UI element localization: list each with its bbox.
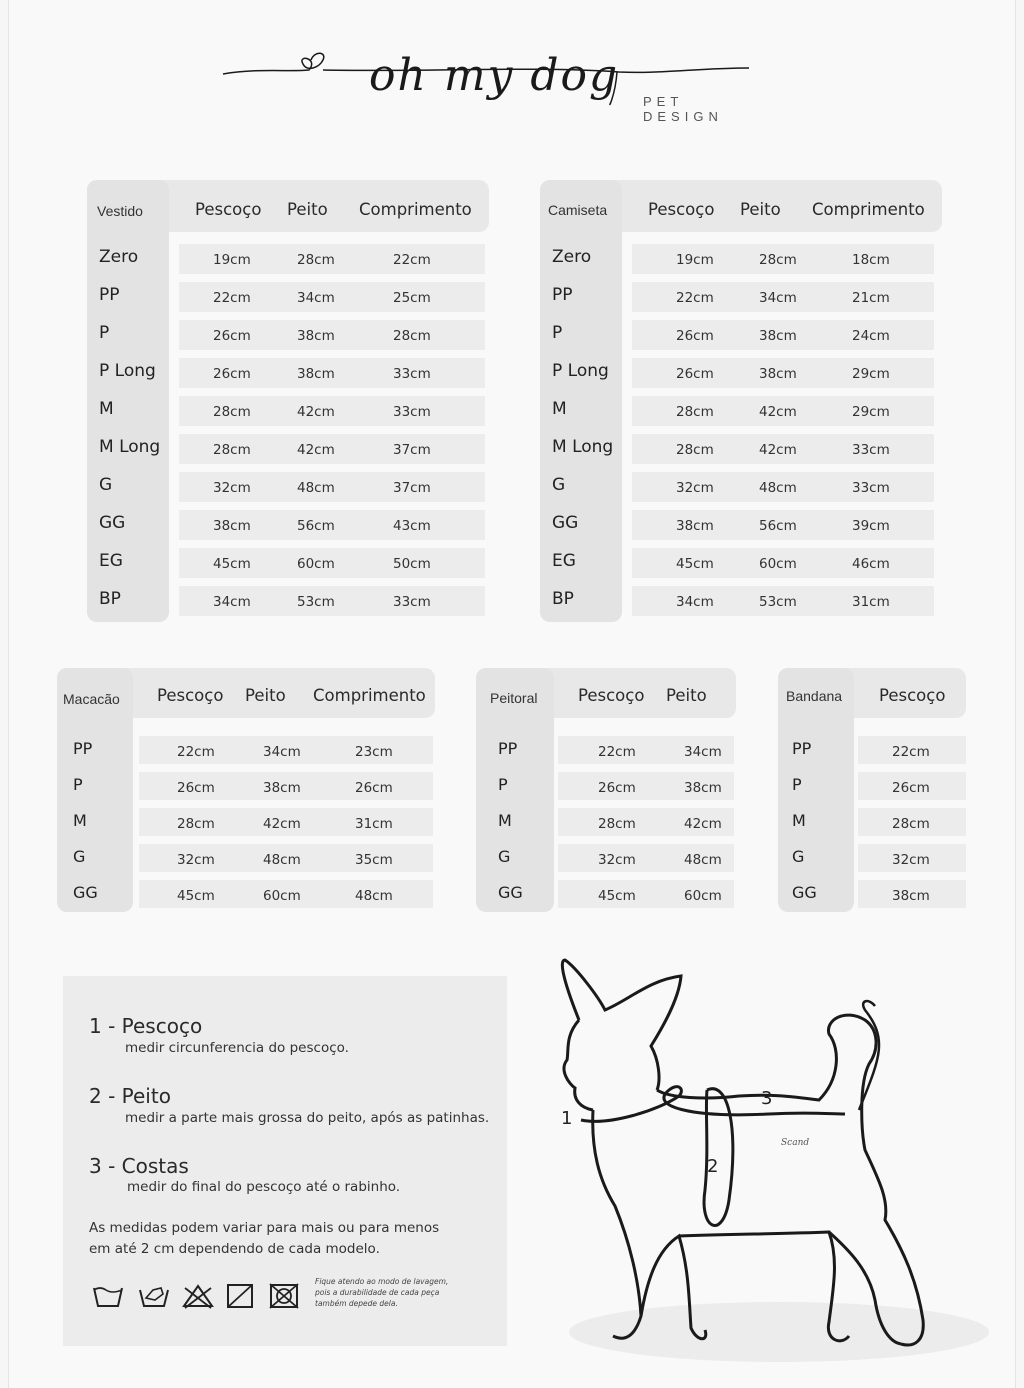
size-cell: 34cm (263, 744, 301, 760)
size-chart-page (8, 0, 1016, 1388)
size-cell: 37cm (393, 480, 431, 496)
size-cell: 33cm (852, 442, 890, 458)
table-title: Bandana (786, 688, 843, 704)
size-cell: 26cm (892, 780, 930, 796)
size-label: P (73, 775, 83, 794)
size-cell: 26cm (213, 328, 251, 344)
no-tumble-dry-icon (267, 1282, 301, 1314)
size-label: G (99, 475, 113, 495)
size-cell: 21cm (852, 290, 890, 306)
variation-note-line-2: em até 2 cm dependendo de cada modelo. (89, 1241, 380, 1257)
brand-tagline: PET DESIGN (643, 94, 723, 124)
size-label: M (792, 811, 806, 830)
size-label: GG (792, 883, 817, 902)
size-cell: 32cm (177, 852, 215, 868)
header-pescoco: Pescoço (648, 200, 715, 219)
size-cell: 29cm (852, 404, 890, 420)
size-cell: 46cm (852, 556, 890, 572)
size-cell: 38cm (684, 780, 722, 796)
bandana-size-table (778, 668, 966, 912)
size-cell: 34cm (759, 290, 797, 306)
peitoral-size-table (476, 668, 736, 912)
size-cell: 19cm (676, 252, 714, 268)
size-cell: 31cm (355, 816, 393, 832)
size-cell: 28cm (892, 816, 930, 832)
size-cell: 60cm (297, 556, 335, 572)
size-cell: 22cm (676, 290, 714, 306)
table-title: Macacão (63, 691, 120, 707)
size-label: PP (792, 739, 812, 758)
size-cell: 42cm (297, 404, 335, 420)
size-cell: 22cm (177, 744, 215, 760)
size-cell: 38cm (892, 888, 930, 904)
header-pescoco: Pescoço (157, 686, 224, 705)
size-cell: 60cm (263, 888, 301, 904)
step-1-title: 1 - Pescoço (89, 1014, 203, 1038)
size-cell: 39cm (852, 518, 890, 534)
header-pescoco: Pescoço (195, 200, 262, 219)
size-label: GG (73, 883, 98, 902)
size-cell: 38cm (759, 328, 797, 344)
table-title: Camiseta (548, 202, 608, 218)
dog-outline-illustration (529, 950, 1009, 1370)
care-note-line-3: também depede dela. (315, 1299, 398, 1308)
size-label: PP (498, 739, 518, 758)
size-cell: 50cm (393, 556, 431, 572)
size-cell: 48cm (759, 480, 797, 496)
size-cell: 34cm (297, 290, 335, 306)
size-cell: 32cm (676, 480, 714, 496)
size-cell: 38cm (297, 366, 335, 382)
size-column-band (778, 668, 854, 912)
size-label: PP (73, 739, 93, 758)
size-cell: 28cm (177, 816, 215, 832)
size-label: M (552, 399, 567, 419)
size-label: P (552, 323, 563, 343)
size-cell: 38cm (676, 518, 714, 534)
size-cell: 42cm (263, 816, 301, 832)
header-pescoco: Pescoço (578, 686, 645, 705)
size-label: P Long (99, 361, 156, 381)
variation-note (89, 1218, 439, 1260)
hand-wash-icon (137, 1282, 171, 1314)
size-label: P (99, 323, 110, 343)
dry-flat-icon (225, 1282, 255, 1314)
size-cell: 32cm (892, 852, 930, 868)
header-peito: Peito (666, 686, 707, 705)
size-label: Zero (552, 247, 592, 267)
size-cell: 42cm (759, 404, 797, 420)
size-label: G (792, 847, 805, 866)
size-cell: 28cm (759, 252, 797, 268)
header-comprimento: Comprimento (313, 686, 426, 705)
size-cell: 22cm (598, 744, 636, 760)
size-cell: 45cm (598, 888, 636, 904)
artist-signature: Scand (781, 1138, 810, 1148)
size-label: BP (552, 589, 574, 609)
header-pescoco: Pescoço (879, 686, 946, 705)
header-comprimento: Comprimento (812, 200, 925, 219)
header-peito: Peito (740, 200, 781, 219)
size-label: P (498, 775, 508, 794)
header-peito: Peito (287, 200, 328, 219)
size-cell: 45cm (676, 556, 714, 572)
size-cell: 26cm (355, 780, 393, 796)
size-label: GG (552, 513, 579, 533)
size-cell: 26cm (177, 780, 215, 796)
size-label: P (792, 775, 802, 794)
size-cell: 38cm (263, 780, 301, 796)
measure-label-2: 2 (707, 1156, 719, 1177)
size-cell: 32cm (213, 480, 251, 496)
wash-30-icon (91, 1282, 125, 1314)
size-cell: 56cm (297, 518, 335, 534)
size-cell: 48cm (297, 480, 335, 496)
size-cell: 53cm (297, 594, 335, 610)
size-cell: 33cm (393, 366, 431, 382)
step-2-desc: medir a parte mais grossa do peito, após as patinhas. (125, 1110, 490, 1126)
size-cell: 24cm (852, 328, 890, 344)
vestido-size-table (87, 180, 489, 622)
size-cell: 28cm (213, 442, 251, 458)
size-cell: 29cm (852, 366, 890, 382)
size-cell: 26cm (676, 366, 714, 382)
dog-measurement-diagram (529, 950, 1009, 1370)
measurement-instructions (63, 976, 507, 1346)
size-cell: 28cm (676, 404, 714, 420)
size-cell: 38cm (759, 366, 797, 382)
size-cell: 28cm (598, 816, 636, 832)
size-label: PP (552, 285, 573, 305)
size-cell: 22cm (213, 290, 251, 306)
table-title: Peitoral (490, 690, 538, 706)
size-label: M Long (99, 437, 161, 457)
size-cell: 28cm (213, 404, 251, 420)
size-cell: 34cm (684, 744, 722, 760)
header-peito: Peito (245, 686, 286, 705)
size-cell: 48cm (355, 888, 393, 904)
size-label: EG (552, 551, 576, 571)
size-cell: 26cm (213, 366, 251, 382)
step-3-desc: medir do final do pescoço até o rabinho. (127, 1179, 401, 1195)
size-cell: 34cm (676, 594, 714, 610)
size-cell: 33cm (393, 404, 431, 420)
brand-logo (219, 28, 759, 124)
camiseta-size-table (540, 180, 942, 622)
size-cell: 45cm (177, 888, 215, 904)
size-label: BP (99, 589, 121, 609)
size-cell: 60cm (759, 556, 797, 572)
size-cell: 23cm (355, 744, 393, 760)
size-label: M (498, 811, 512, 830)
size-cell: 60cm (684, 888, 722, 904)
size-cell: 28cm (393, 328, 431, 344)
size-cell: 34cm (213, 594, 251, 610)
size-cell: 53cm (759, 594, 797, 610)
size-cell: 48cm (263, 852, 301, 868)
step-1-desc: medir circunferencia do pescoço. (125, 1040, 349, 1056)
size-label: Zero (99, 247, 139, 267)
size-cell: 22cm (892, 744, 930, 760)
size-cell: 45cm (213, 556, 251, 572)
size-label: GG (498, 883, 523, 902)
brand-name: oh my dog (369, 50, 620, 101)
care-note-line-2: pois a durabilidade de cada peça (315, 1288, 440, 1297)
table-title: Vestido (97, 203, 143, 219)
size-cell: 42cm (759, 442, 797, 458)
measure-label-1: 1 (561, 1108, 573, 1129)
measure-label-3: 3 (761, 1088, 773, 1109)
size-cell: 43cm (393, 518, 431, 534)
size-cell: 28cm (297, 252, 335, 268)
no-bleach-icon (181, 1282, 215, 1314)
care-note (315, 1276, 448, 1309)
size-cell: 48cm (684, 852, 722, 868)
step-2-title: 2 - Peito (89, 1084, 171, 1108)
size-label: GG (99, 513, 126, 533)
size-cell: 38cm (297, 328, 335, 344)
header-comprimento: Comprimento (359, 200, 472, 219)
size-label: G (552, 475, 566, 495)
size-cell: 42cm (297, 442, 335, 458)
size-cell: 32cm (598, 852, 636, 868)
size-cell: 31cm (852, 594, 890, 610)
size-label: EG (99, 551, 123, 571)
size-cell: 19cm (213, 252, 251, 268)
size-cell: 25cm (393, 290, 431, 306)
size-cell: 35cm (355, 852, 393, 868)
macacao-size-table (57, 668, 435, 912)
size-cell: 56cm (759, 518, 797, 534)
size-cell: 42cm (684, 816, 722, 832)
size-label: M (99, 399, 114, 419)
size-cell: 18cm (852, 252, 890, 268)
size-label: M (73, 811, 87, 830)
size-label: G (498, 847, 511, 866)
care-note-line-1: Fique atendo ao modo de lavagem, (315, 1277, 449, 1286)
step-3-title: 3 - Costas (89, 1154, 189, 1178)
size-cell: 37cm (393, 442, 431, 458)
size-label: M Long (552, 437, 614, 457)
size-cell: 33cm (852, 480, 890, 496)
size-label: PP (99, 285, 120, 305)
variation-note-line-1: As medidas podem variar para mais ou para menos (89, 1220, 440, 1236)
size-cell: 28cm (676, 442, 714, 458)
size-cell: 26cm (676, 328, 714, 344)
size-cell: 22cm (393, 252, 431, 268)
size-label: G (73, 847, 86, 866)
size-cell: 38cm (213, 518, 251, 534)
size-cell: 26cm (598, 780, 636, 796)
size-cell: 33cm (393, 594, 431, 610)
size-label: P Long (552, 361, 609, 381)
